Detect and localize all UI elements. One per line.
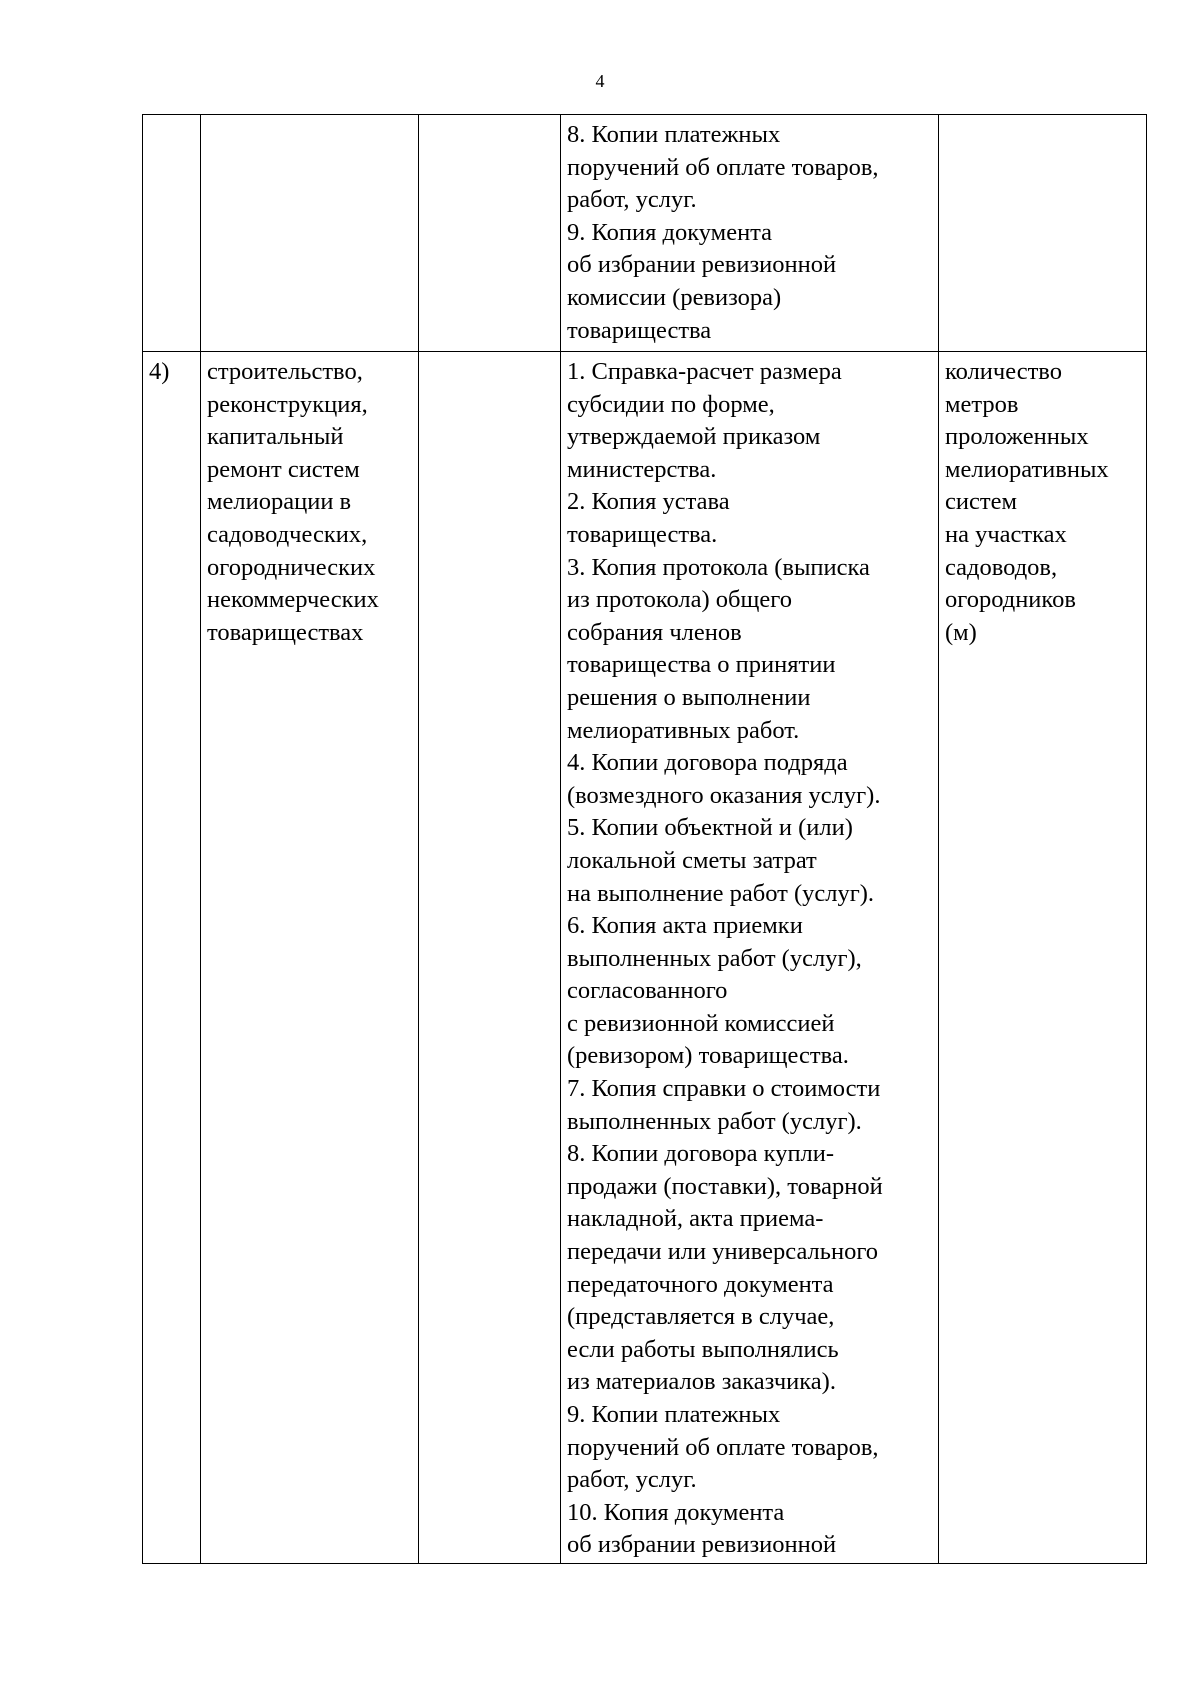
cell-text-line: 8. Копии договора купли- bbox=[567, 1140, 835, 1168]
cell-text-line: 1. Справка-расчет размера bbox=[567, 358, 842, 385]
cell-text-line: 8. Копии платежных bbox=[567, 121, 781, 148]
cell-text-line: 7. Копия справки о стоимости bbox=[567, 1075, 881, 1103]
cell-text-line: работ, услуг. bbox=[567, 1466, 697, 1494]
cell-text-line: 3. Копия протокола (выписка bbox=[567, 553, 870, 581]
cell-text-line: передаточного документа bbox=[567, 1270, 834, 1298]
cell-documents bbox=[561, 115, 939, 352]
table-row bbox=[143, 352, 1147, 1564]
cell-text-line: мелиоративных bbox=[945, 455, 1109, 483]
cell-text-line: комиссии (ревизора) bbox=[567, 283, 782, 311]
cell-empty-column bbox=[419, 352, 561, 1564]
cell-direction bbox=[201, 352, 419, 1564]
cell-text-line: некоммерческих bbox=[207, 586, 379, 614]
table-body bbox=[143, 115, 1147, 1564]
cell-text-line: передачи или универсального bbox=[567, 1238, 879, 1266]
cell-text-line: (возмездного оказания услуг). bbox=[567, 781, 881, 809]
cell-text-line: огородников bbox=[945, 586, 1076, 614]
cell-text-line: продажи (поставки), товарной bbox=[567, 1172, 883, 1200]
cell-text-line: 5. Копии объектной и (или) bbox=[567, 814, 853, 842]
cell-direction bbox=[201, 115, 419, 352]
cell-indicator bbox=[939, 352, 1147, 1564]
cell-text-line: локальной сметы затрат bbox=[567, 846, 817, 874]
cell-text-line: мелиоративных работ. bbox=[567, 716, 800, 744]
cell-text-line: об избрании ревизионной bbox=[567, 251, 837, 279]
cell-text-line: (представляется в случае, bbox=[567, 1303, 835, 1331]
cell-documents bbox=[561, 352, 939, 1564]
cell-indicator bbox=[939, 115, 1147, 352]
cell-text-line: решения о выполнении bbox=[567, 683, 811, 711]
table-row bbox=[143, 115, 1147, 352]
cell-text-line: (м) bbox=[945, 618, 977, 646]
cell-text-line: поручений об оплате товаров, bbox=[567, 1433, 879, 1461]
cell-text-line: садоводов, bbox=[945, 553, 1058, 581]
cell-text-line: поручений об оплате товаров, bbox=[567, 153, 879, 181]
cell-text-line: ремонт систем bbox=[207, 455, 360, 483]
cell-text: 4) bbox=[149, 358, 170, 385]
cell-text-line: накладной, акта приема- bbox=[567, 1205, 824, 1233]
cell-number bbox=[143, 115, 201, 352]
cell-text-line: субсидии по форме, bbox=[567, 390, 775, 418]
cell-text-line: проложенных bbox=[945, 423, 1089, 451]
cell-text-line: согласованного bbox=[567, 977, 728, 1005]
cell-text-line: товарищества bbox=[567, 316, 712, 344]
cell-text-line: выполненных работ (услуг), bbox=[567, 944, 862, 972]
cell-text-line: капитальный bbox=[207, 423, 344, 451]
cell-text-line: товариществах bbox=[207, 618, 364, 646]
cell-text-line: выполненных работ (услуг). bbox=[567, 1107, 862, 1135]
cell-text-line: 9. Копия документа bbox=[567, 218, 773, 246]
cell-text-line: количество bbox=[945, 358, 1062, 385]
page-number: 4 bbox=[595, 71, 605, 91]
cell-text-line: мелиорации в bbox=[207, 488, 352, 516]
cell-text-line: утверждаемой приказом bbox=[567, 423, 821, 451]
requirements-table bbox=[142, 114, 1147, 1564]
cell-number bbox=[143, 352, 201, 1564]
cell-text-line: министерства. bbox=[567, 455, 717, 483]
cell-text-line: огороднических bbox=[207, 553, 376, 581]
cell-empty-column bbox=[419, 115, 561, 352]
cell-text-line: 4. Копии договора подряда bbox=[567, 749, 848, 777]
cell-text-line: об избрании ревизионной bbox=[567, 1531, 837, 1559]
cell-text-line: 9. Копии платежных bbox=[567, 1401, 781, 1428]
cell-text-line: метров bbox=[945, 390, 1019, 418]
cell-text-line: систем bbox=[945, 488, 1017, 516]
cell-text-line: с ревизионной комиссией bbox=[567, 1009, 835, 1037]
cell-text-line: садоводческих, bbox=[207, 520, 368, 548]
cell-text-line: реконструкция, bbox=[207, 390, 368, 418]
cell-text-line: строительство, bbox=[207, 358, 363, 385]
cell-text-line: 6. Копия акта приемки bbox=[567, 912, 803, 940]
cell-text-line: 2. Копия устава bbox=[567, 488, 730, 516]
cell-text-line: работ, услуг. bbox=[567, 186, 697, 214]
cell-text-line: товарищества о принятии bbox=[567, 651, 836, 679]
cell-text-line: на участках bbox=[945, 520, 1067, 548]
cell-text-line: (ревизором) товарищества. bbox=[567, 1042, 849, 1070]
cell-text-line: на выполнение работ (услуг). bbox=[567, 879, 875, 907]
cell-text-line: собрания членов bbox=[567, 618, 742, 646]
cell-text-line: из материалов заказчика). bbox=[567, 1368, 836, 1396]
cell-text-line: если работы выполнялись bbox=[567, 1335, 839, 1363]
cell-text-line: из протокола) общего bbox=[567, 586, 792, 614]
cell-text-line: 10. Копия документа bbox=[567, 1498, 785, 1526]
cell-text-line: товарищества. bbox=[567, 520, 718, 548]
